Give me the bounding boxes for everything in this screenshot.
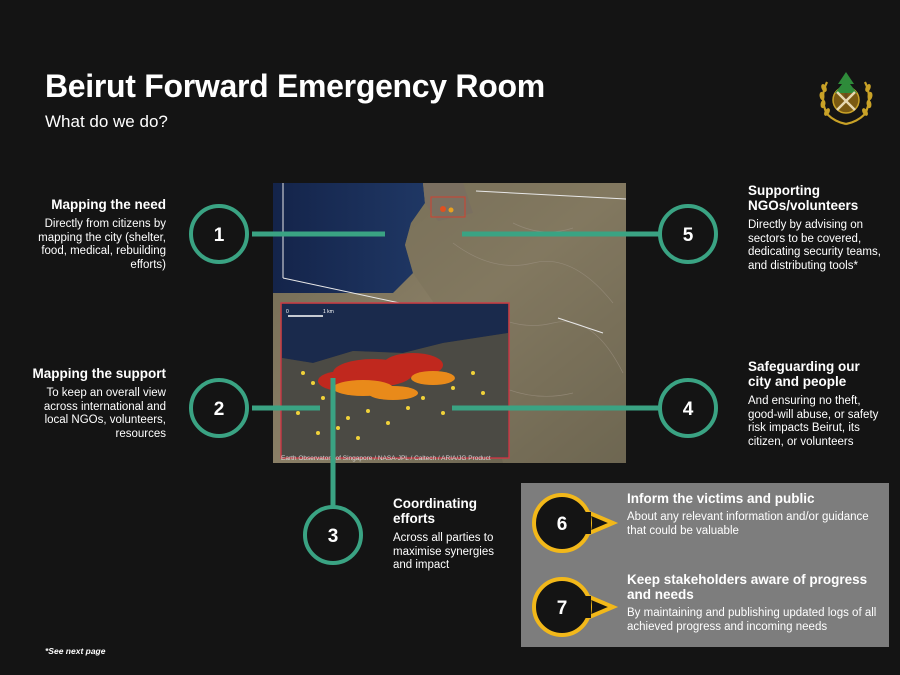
page-title: Beirut Forward Emergency Room xyxy=(45,68,545,104)
step-7-number: 7 xyxy=(556,598,568,619)
item-6-heading: Inform the victims and public xyxy=(627,491,815,506)
step-3-number: 3 xyxy=(327,526,339,547)
item-supporting-ngos xyxy=(748,183,883,273)
item-4-heading: Safeguarding our city and people xyxy=(748,359,860,389)
item-5-heading: Supporting NGOs/volunteers xyxy=(748,183,859,213)
step-5-number: 5 xyxy=(682,225,694,246)
item-safeguarding xyxy=(748,359,883,449)
item-6-body: About any relevant information and/or guidance that could be valuable xyxy=(627,511,869,537)
page-subtitle: What do we do? xyxy=(45,112,168,131)
item-mapping-the-need xyxy=(25,197,166,272)
item-inform-victims xyxy=(627,491,882,538)
step-6-number: 6 xyxy=(556,514,568,535)
item-mapping-the-support xyxy=(25,366,166,441)
item-1-heading: Mapping the need xyxy=(51,197,166,212)
footnote: *See next page xyxy=(45,646,106,656)
item-3-heading: Coordinating efforts xyxy=(393,496,477,526)
item-2-body: To keep an overall view across international and local NGOs, volunteers, resources xyxy=(43,387,166,440)
item-1-body: Directly from citizens by mapping the city (shelter, food, medical, rebuilding efforts) xyxy=(38,218,166,271)
item-keep-stakeholders-aware xyxy=(627,572,882,634)
item-4-body: And ensuring no theft, good-will abuse, or safety risk impacts Beirut, its citizen, or volunteers xyxy=(748,395,879,448)
item-5-body: Directly by advising on sectors to be covered, dedicating security teams, and distributing tools* xyxy=(748,219,881,272)
step-1-number: 1 xyxy=(213,225,225,246)
item-coordinating-efforts xyxy=(393,496,513,573)
item-3-body: Across all parties to maximise synergies and impact xyxy=(393,532,494,571)
item-2-heading: Mapping the support xyxy=(32,366,166,381)
step-2-number: 2 xyxy=(213,399,225,420)
item-7-heading: Keep stakeholders aware of progress and needs xyxy=(627,572,868,602)
scale-label-start: 0 xyxy=(286,309,289,315)
item-7-body: By maintaining and publishing updated logs of all achieved progress and incoming needs xyxy=(627,607,877,633)
map-caption: Earth Observatory of Singapore / NASA-JPL / Caltech / ARIA/JG Product xyxy=(281,455,491,462)
step-4-number: 4 xyxy=(682,399,694,420)
scale-label-end: 1 km xyxy=(323,309,334,315)
